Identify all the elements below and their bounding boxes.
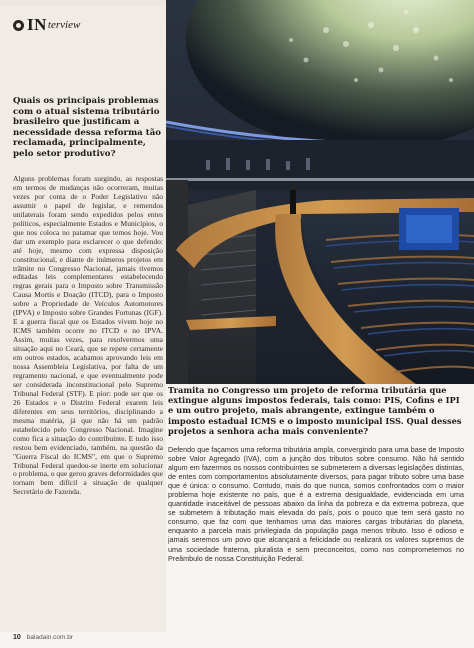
question-1: Quais os principais problemas com o atual sistema tributário brasileiro que justificam a necessidade dessa reforma tão reclamada, principalmente, pelo setor produtivo?: [13, 96, 161, 159]
page-footer: [13, 634, 73, 641]
section-label-caps: IN: [27, 15, 47, 34]
bullet-icon: [13, 20, 24, 31]
website: baladain.com.br: [26, 634, 74, 641]
section-label-small: terview: [47, 19, 81, 31]
question-2: Tramita no Congresso um projeto de reforma tributária que extingue alguns impostos federais, tais como: PIS, Cofins e IPI e um outro projeto, mais abrangente, extingue também o imposto estadual ICMS e o imposto municipal ISS. Qual desses projetos a senhora acha mais conveniente?: [168, 385, 462, 436]
page-number: 10: [13, 634, 21, 641]
answer-1: Alguns problemas foram surgindo, as respostas em termos de mudanças não ocorreram, muitas vezes por conta de o Poder Legislativo não assumir o papel de legislar, e remendos unilaterais foram sendo expedidos pelos entes políticos, especialmente Estados e Municípios, o que nos coloca no patamar que temos hoje. Vou dar um exemplo para esclarecer o que defendo: até hoje, mesmo com expressa disposição constitucional, e diante de inúmeros projetos em trâmite no Congresso Nacional, jamais tivemos editadas leis complementares estabelecendo regras gerais para o Imposto sobre Transmissão Causa Mortis e Doação (ITCD), para o Imposto sobre a Propriedade de Veículos Automotores (IPVA) e Imposto sobre Grandes Fortunas (IGF). E a guerra fiscal que os Estados vivem hoje no ICMS também ocorre no ITCD e no IPVA. Assim, muitas vezes, para resolvermos uma situação aqui no Ceará, que se repete certamente em outros estados, acabamos aprovando leis em nossa Assembleia Legislativa, por falta de um regramento nacional, e que eventualmente pode ser considerada inconstitucional pelo Supremo Tribunal Federal (STF). E pior: pode ser que os 26 Estados e o Distrito Federal exarem leis diferentes em seus territórios, disciplinando a mesma matéria, já que não há um padrão estabelecido pelo Congresso Nacional. Imagine como fica a situação do contribuinte. E tudo isso restou bem evidenciado, também, na questão da "Guerra Fiscal do ICMS", em que o Supremo Tribunal Federal quedou-se inerte em solucionar o problema, o que gerou graves deformidades que tornam bem difícil a situação de qualquer Secretário de Fazenda.: [13, 174, 163, 497]
section-label: [13, 15, 80, 35]
answer-2: Defendo que façamos uma reforma tributária ampla, convergindo para uma base de Imposto sobre Valor Agregado (IVA), com a junção dos tributos sobre consumo. Não há sentido algum em fazermos os nossos contribuintes se submeterem a diversas legislações distintas, de entes com comportamentos absolutamente diversos, para pagar tributo sobre uma base que é única: o consumo. Contudo, mais do que nunca, somos confrontados com o maior problema hoje existente no país, que é a extrema desigualdade, evidenciada em uma quantidade inaceitável de pessoas abaixo da linha da pobreza e da extrema pobreza, que se submetem à tributação mais elevada do país, pois o pouco que tem será gasto no consumo, que faz com que tenhamos uma das maiores cargas tributárias do planeta, enquanto a parcela mais privilegiada da população paga menos tributo. Isso é odioso e jamais seremos um povo que alcançará a felicidade ou realizará os valores supremos de uma sociedade fraterna, pluralista e sem preconceitos, como nos comprometemos no Preâmbulo de nossa Constituição Federal.: [168, 445, 464, 563]
congress-chamber-photo: [166, 0, 474, 384]
